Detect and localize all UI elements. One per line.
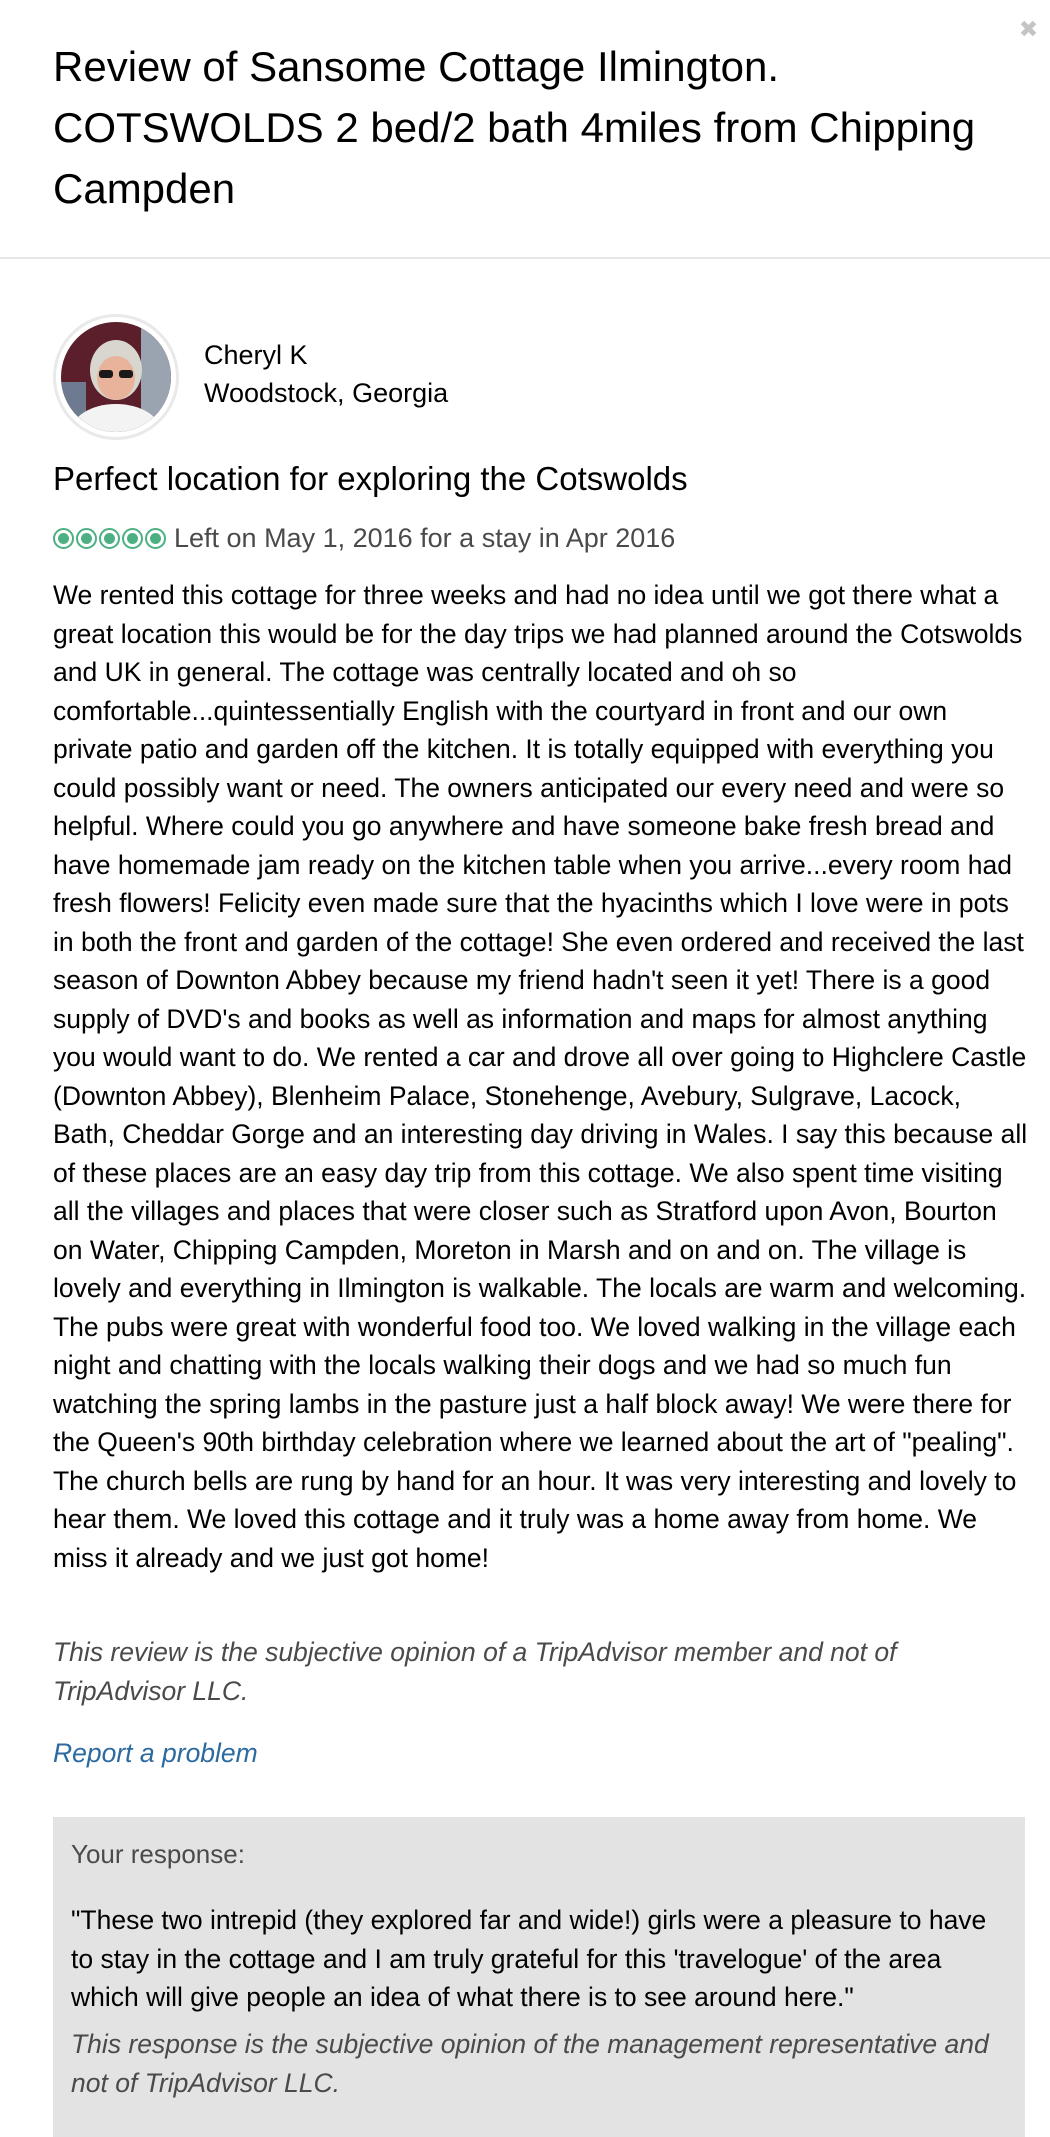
rating-row (53, 520, 675, 556)
response-disclaimer: This response is the subjective opinion of the management representative and not of TripAdvisor LLC. (71, 2029, 989, 2098)
dialog-header (0, 0, 1050, 259)
close-icon[interactable] (1014, 14, 1042, 42)
review-body: We rented this cottage for three weeks and had no idea until we got there what a great location this would be for the day trips we had planned around the Cotswolds and UK in general. The cottage was centrally located and oh so comfortable...quintessentially English with the courtyard in front and our own private patio and garden off the kitchen. It is totally equipped with everything you could possibly want or need. The owners anticipated our every need and were so helpful. Where could you go anywhere and have someone bake fresh bread and have homemade jam ready on the kitchen table when you arrive...every room had fresh flowers! Felicity even made sure that the hyacinths which I love were in pots in both the front and garden of the cottage! She even ordered and received the last season of Downton Abbey because my friend hadn't seen it yet! There is a good supply of DVD's and books as well as information and maps for almost anything you would want to do. We rented a car and drove all over going to Highclere Castle (Downton Abbey), Blenheim Palace, Stonehenge, Avebury, Sulgrave, Lacock, Bath, Cheddar Gorge and an interesting day driving in Wales. I say this because all of these places are an easy day trip from this cottage. We also spent time visiting all the villages and places that were closer such as Stratford upon Avon, Bourton on Water, Chipping Campden, Moreton in Marsh and on and on. The village is lovely and everything in Ilmington is walkable. The locals are warm and welcoming. The pubs were great with wonderful food too. We loved walking in the village each night and chatting with the locals walking their dogs and we had so much fun watching the spring lambs in the pasture just a half block away! We were there for the Queen's 90th birthday celebration where we learned about the art of "pealing". The church bells are rung by hand for an hour. It was very interesting and lovely to hear them. We loved this cottage and it truly was a home away from home. We miss it already and we just got home! (53, 580, 1028, 1573)
avatar-photo (61, 322, 171, 432)
reviewer-name[interactable]: Cheryl K (204, 340, 308, 370)
bubble-rating (53, 528, 166, 549)
rating-bubble-icon (76, 528, 97, 549)
avatar[interactable] (53, 314, 179, 440)
review-title: Perfect location for exploring the Cotswolds (53, 460, 688, 497)
review-disclaimer: This review is the subjective opinion of a TripAdvisor member and not of TripAdvisor LLC. (53, 1637, 897, 1706)
review-date: Left on May 1, 2016 for a stay in Apr 2016 (174, 522, 676, 553)
page-title: Review of Sansome Cottage Ilmington. COTSWOLDS 2 bed/2 bath 4miles from Chipping Campden (53, 43, 976, 212)
rating-bubble-icon (53, 528, 74, 549)
rating-bubble-icon (122, 528, 143, 549)
reviewer-location: Woodstock, Georgia (204, 378, 449, 408)
rating-bubble-icon (99, 528, 120, 549)
report-problem-link[interactable]: Report a problem (53, 1738, 258, 1768)
response-text: "These two intrepid (they explored far and wide!) girls were a pleasure to have to stay in the cottage and I am truly grateful for this 'travelogue' of the area which will give people an idea of what there is to see around here." (71, 1905, 987, 2012)
response-label: Your response: (71, 1839, 245, 1869)
rating-bubble-icon (145, 528, 166, 549)
owner-response (53, 1817, 1025, 2137)
